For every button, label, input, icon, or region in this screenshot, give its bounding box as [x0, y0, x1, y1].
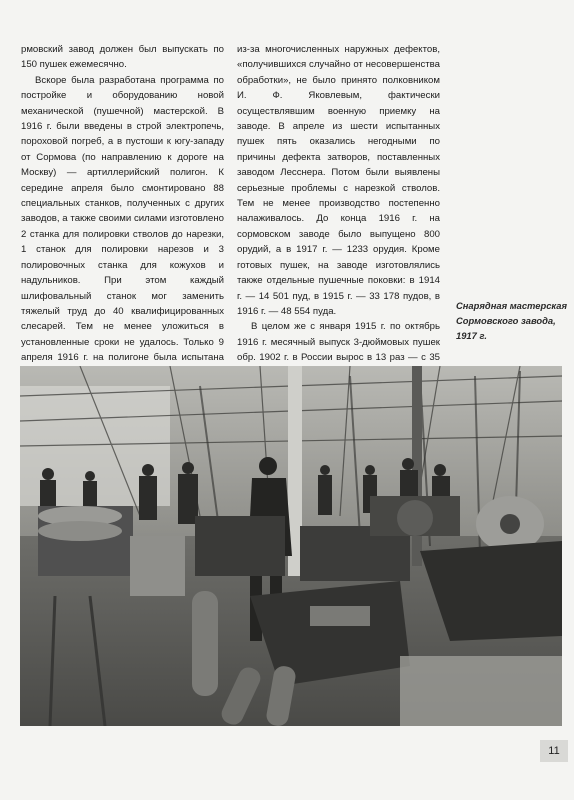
text-column-left [21, 42, 224, 412]
text-column-right [237, 42, 440, 396]
paragraph: В целом же с января 1915 г. по октябрь 1916 г. месячный выпуск 3-дюймовых пушек обр. 1902 г. в России вырос в 13 раз — с 35 [237, 321, 440, 364]
page-number-label: 11 [548, 745, 560, 757]
paragraph: Вскоре была разработана программа по постройке и оборудованию новой механической (пушечной) мастерской. В 1916 г. были введены в строй электропечь, пороховой погреб, а в пустоши к югу-западу от Сормова (по направлению к дороге на Москву) — артиллерийский полигон. К середине апреля было смонтировано 88 специальных станков, полученных с других заводов, а также своими силами изготовлено 2 станка для полировки стволов до нарезки, 1 станок для полировки нарезов и 3 полировочных станка для кожухов и надульников. При этом каждый шлифовальный станок мог заменить тяжелый труд до 40 квалифицированных слесарей. Тем не менее уложиться в установленные сроки не удалось. Только 9 апреля 1916 г. на полигоне была испытана [21, 74, 224, 364]
page-number [540, 740, 568, 762]
factory-workshop-photo [20, 366, 562, 726]
photo-caption: Снарядная мастерская Сормовского завода, 1917 г. [456, 300, 568, 341]
paragraph: из-за многочисленных наружных дефектов, «получившихся случайно от несовершенства обработки», не было принято полковником И. Ф. Яковлевым, фактически осуществлявшим военную приемку на заводе. В апреле из шести испытанных пушек пять оказались негодными по причины дефекта затворов, поставленных заводом Лесснера. Потом были выявлены серьезные проблемы с нарезкой стволов. Тем не менее производство постепенно налаживалось. До конца 1916 г. на сормовском заводе было выпущено 800 орудий, а в 1917 г. — 1233 орудия. Кроме готовых пушек, на заводе изготовлялись также отдельные пушечные поковки: в 1914 г. — 14 501 пуд, в 1915 г. — 33 178 пудов, в 1916 г. — 48 554 пуда. [237, 44, 440, 317]
paragraph: рмовский завод должен был выпускать по 150 пушек ежемесячно. [21, 44, 224, 71]
